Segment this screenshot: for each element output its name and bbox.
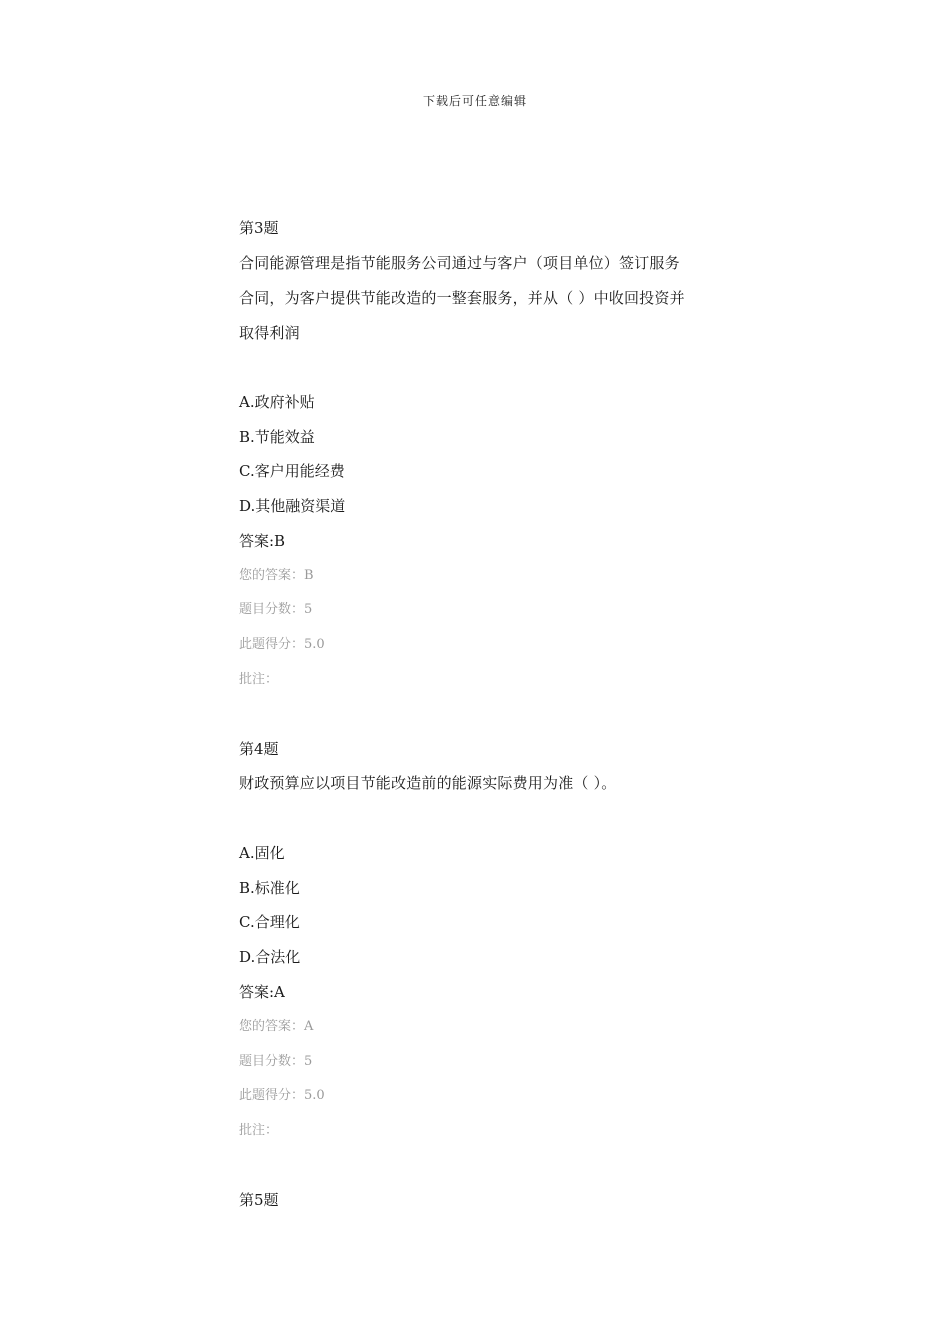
question-4-option-c: C.合理化: [239, 913, 300, 931]
question-4-earned: 此题得分：5.0: [239, 1088, 325, 1103]
question-3-score: 题目分数：5: [239, 602, 313, 617]
question-3-stem-line-1: 合同能源管理是指节能服务公司通过与客户（项目单位）签订服务: [239, 254, 680, 272]
question-3-option-d: D.其他融资渠道: [239, 497, 346, 515]
page-header: 下载后可任意编辑: [422, 94, 527, 108]
question-3-stem-line-2: 合同，为客户提供节能改造的一整套服务，并从（ ）中收回投资并: [239, 289, 685, 307]
question-5-title: 第5题: [239, 1191, 279, 1209]
question-4-your-answer: 您的答案：A: [239, 1019, 314, 1034]
question-3-title: 第3题: [239, 219, 279, 237]
question-3-earned: 此题得分：5.0: [239, 637, 325, 652]
question-4-answer: 答案:A: [239, 983, 285, 1001]
question-3-note: 批注：: [239, 672, 279, 687]
question-3-your-answer: 您的答案：B: [239, 568, 314, 583]
question-3-option-b: B.节能效益: [239, 428, 315, 446]
question-4-option-b: B.标准化: [239, 879, 300, 897]
question-3-option-a: A.政府补贴: [239, 393, 315, 411]
question-4-note: 批注：: [239, 1123, 279, 1138]
question-4-stem-line-1: 财政预算应以项目节能改造前的能源实际费用为准（ ）。: [239, 774, 617, 792]
question-4-score: 题目分数：5: [239, 1054, 313, 1069]
question-3-stem-line-3: 取得利润: [239, 324, 300, 342]
question-4-option-a: A.固化: [239, 844, 285, 862]
question-4-option-d: D.合法化: [239, 948, 301, 966]
question-3-option-c: C.客户用能经费: [239, 462, 345, 480]
question-3-answer: 答案:B: [239, 532, 286, 550]
question-4-title: 第4题: [239, 740, 279, 758]
